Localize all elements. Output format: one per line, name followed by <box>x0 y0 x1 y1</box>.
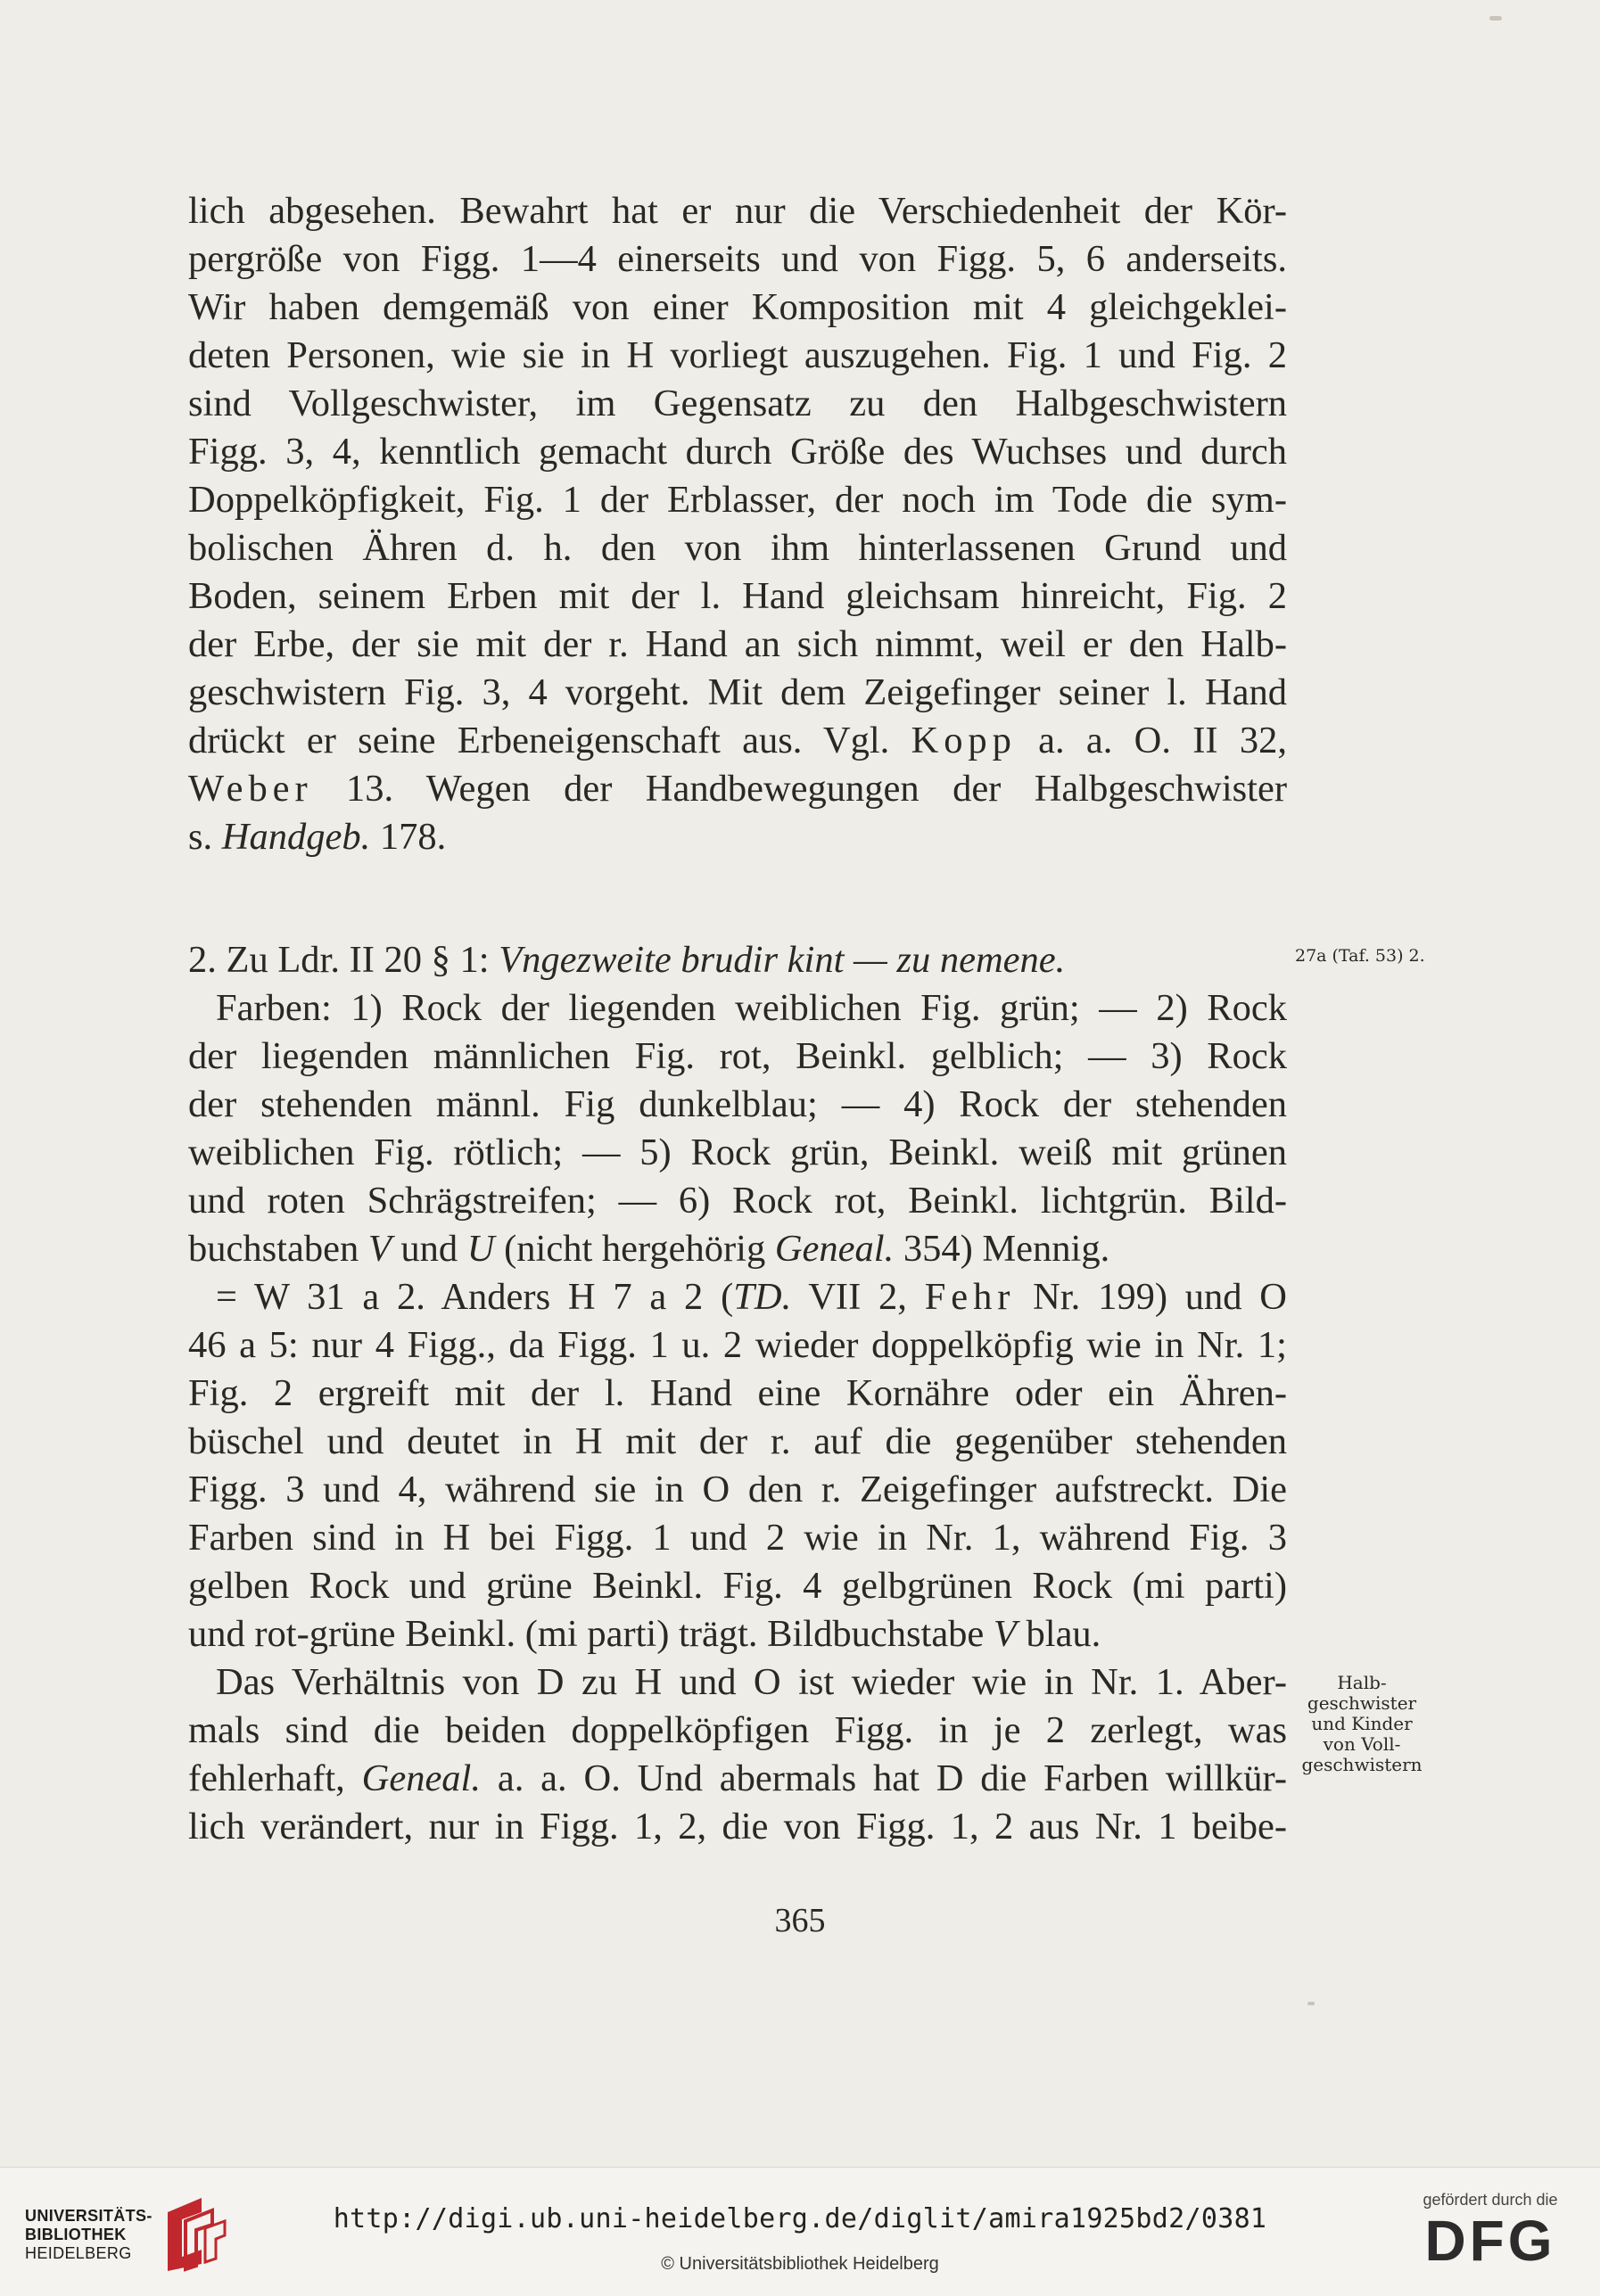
section-title-italic: Vngezweite brudir kint — zu nemene. <box>499 939 1066 981</box>
text-line: pergröße von Figg. 1—4 einerseits und von Figg. 5, 6 anderseits. <box>188 238 1287 280</box>
library-name-line: HEIDELBERG <box>25 2244 132 2262</box>
text-line: bolischen Ähren d. h. den von ihm hinterlassenen Grund und <box>188 527 1287 569</box>
margin-note-line: Halb- <box>1337 1672 1387 1693</box>
text-line: Fig. 2 ergreift mit der l. Hand eine Kornähre oder ein Ähren- <box>188 1372 1287 1414</box>
dfg-logo-icon: DFG <box>1424 2209 1556 2273</box>
text-line: Das Verhältnis von D zu H und O ist wieder wie in Nr. 1. Aber- <box>216 1661 1287 1703</box>
italic-letter: U <box>466 1228 495 1270</box>
text-line: und roten Schrägstreifen; — 6) Rock rot, Beinkl. lichtgrün. Bild- <box>188 1180 1287 1222</box>
text-span: a. a. O. II 32, <box>1016 720 1288 761</box>
text-line <box>188 1755 1287 1803</box>
paper-speck <box>1307 2002 1315 2005</box>
text-line <box>188 765 1287 813</box>
italic-ref: Geneal. <box>774 1228 895 1270</box>
text-line: Figg. 3 und 4, während sie in O den r. Zeigefinger aufstreckt. Die <box>188 1469 1287 1510</box>
margin-note-topic <box>1295 1673 1429 1775</box>
copyright-notice: © Universitätsbibliothek Heidelberg <box>661 2254 939 2274</box>
library-name-line: UNIVERSITÄTS- <box>25 2207 153 2225</box>
italic-letter: V <box>367 1228 392 1270</box>
margin-note-line: von Voll- <box>1323 1733 1401 1755</box>
author-name-fehr: Fehr <box>924 1276 1016 1318</box>
text-line: lich abgesehen. Bewahrt hat er nur die Verschiedenheit der Kör- <box>188 190 1287 232</box>
text-line <box>188 1225 1287 1273</box>
text-span: Nr. 199) und O <box>1015 1276 1287 1318</box>
text-line: gelben Rock und grüne Beinkl. Fig. 4 gelbgrünen Rock (mi parti) <box>188 1565 1287 1607</box>
text-span: blau. <box>1016 1613 1101 1655</box>
italic-letter: V <box>993 1613 1017 1655</box>
text-line <box>188 1273 1287 1321</box>
margin-note-line: und Kinder <box>1311 1713 1413 1734</box>
section-heading <box>188 936 1287 984</box>
funding-logo[interactable] <box>1406 2191 1575 2272</box>
paragraph-1 <box>188 187 1287 861</box>
text-span: a. a. O. Und abermals hat D die Farben willkür- <box>481 1757 1287 1799</box>
text-line: Wir haben demgemäß von einer Komposition mit 4 gleichgeklei- <box>188 286 1287 328</box>
text-span: VII 2, <box>791 1276 925 1318</box>
funding-label: gefördert durch die <box>1423 2191 1558 2209</box>
author-name-weber: Weber <box>188 768 313 810</box>
text-line: der liegenden männlichen Fig. rot, Beinkl. gelblich; — 3) Rock <box>188 1035 1287 1077</box>
text-span: 178. <box>370 816 447 858</box>
text-span: buchstaben <box>188 1228 368 1270</box>
text-line: lich verändert, nur in Figg. 1, 2, die von Figg. 1, 2 aus Nr. 1 beibe- <box>188 1806 1287 1847</box>
text-line: Boden, seinem Erben mit der l. Hand gleichsam hinreicht, Fig. 2 <box>188 575 1287 617</box>
italic-ref: Handgeb. <box>221 816 371 858</box>
footer-bar <box>0 2167 1600 2296</box>
text-span: (nicht hergehörig <box>494 1228 775 1270</box>
text-span: s. <box>188 816 222 858</box>
permalink-url[interactable]: http://digi.ub.uni-heidelberg.de/diglit/amira1925bd2/0381 <box>333 2203 1267 2234</box>
section-number: 2. <box>188 939 217 981</box>
text-line: sind Vollgeschwister, im Gegensatz zu den Halbgeschwistern <box>188 383 1287 424</box>
text-span: 354) Mennig. <box>894 1228 1110 1270</box>
section-title-plain: Zu Ldr. II 20 § 1: <box>216 939 499 981</box>
text-line: 46 a 5: nur 4 Figg., da Figg. 1 u. 2 wieder doppelköpfig wie in Nr. 1; <box>188 1324 1287 1366</box>
text-span: und rot-grüne Beinkl. (mi parti) trägt. Bildbuchstabe <box>188 1613 994 1655</box>
text-line: Figg. 3, 4, kenntlich gemacht durch Größe des Wuchses und durch <box>188 431 1287 473</box>
text-line: Farben sind in H bei Figg. 1 und 2 wie in Nr. 1, während Fig. 3 <box>188 1517 1287 1559</box>
paper-speck <box>1489 16 1502 21</box>
text-line: weiblichen Fig. rötlich; — 5) Rock grün, Beinkl. weiß mit grünen <box>188 1132 1287 1173</box>
italic-ref: TD. <box>733 1276 792 1318</box>
margin-note-line: geschwister <box>1307 1692 1417 1714</box>
library-name-line: BIBLIOTHEK <box>25 2226 127 2243</box>
text-line: Doppelköpfigkeit, Fig. 1 der Erblasser, der noch im Tode die sym- <box>188 479 1287 521</box>
margin-note-line: geschwistern <box>1301 1754 1423 1775</box>
text-line: geschwistern Fig. 3, 4 vorgeht. Mit dem Zeigefinger seiner l. Hand <box>188 671 1287 713</box>
text-line: büschel und deutet in H mit der r. auf die gegenüber stehenden <box>188 1420 1287 1462</box>
text-line <box>188 813 1287 861</box>
author-name-kopp: Kopp <box>911 720 1017 761</box>
text-line: der stehenden männl. Fig dunkelblau; — 4) Rock der stehenden <box>188 1083 1287 1125</box>
text-span: fehlerhaft, <box>188 1757 362 1799</box>
italic-ref: Geneal. <box>361 1757 481 1799</box>
section-2 <box>188 936 1287 1851</box>
text-line: Farben: 1) Rock der liegenden weiblichen Fig. grün; — 2) Rock <box>216 987 1287 1029</box>
text-line: mals sind die beiden doppelköpfigen Figg. in je 2 zerlegt, was <box>188 1709 1287 1751</box>
text-span: 13. Wegen der Handbewegungen der Halbgeschwister <box>312 768 1287 810</box>
text-span: drückt er seine Erbeneigenschaft aus. Vgl. <box>188 720 890 761</box>
page-number: 365 <box>774 1902 826 1939</box>
text-line: der Erbe, der sie mit der r. Hand an sich nimmt, weil er den Halb- <box>188 623 1287 665</box>
margin-note-plate-ref: 27a (Taf. 53) 2. <box>1295 946 1425 966</box>
text-line: deten Personen, wie sie in H vorliegt auszugehen. Fig. 1 und Fig. 2 <box>188 334 1287 376</box>
text-span: und <box>391 1228 467 1270</box>
text-line <box>188 1610 1287 1658</box>
text-span: = W 31 a 2. Anders H 7 a 2 ( <box>216 1276 734 1318</box>
text-line <box>188 717 1287 765</box>
